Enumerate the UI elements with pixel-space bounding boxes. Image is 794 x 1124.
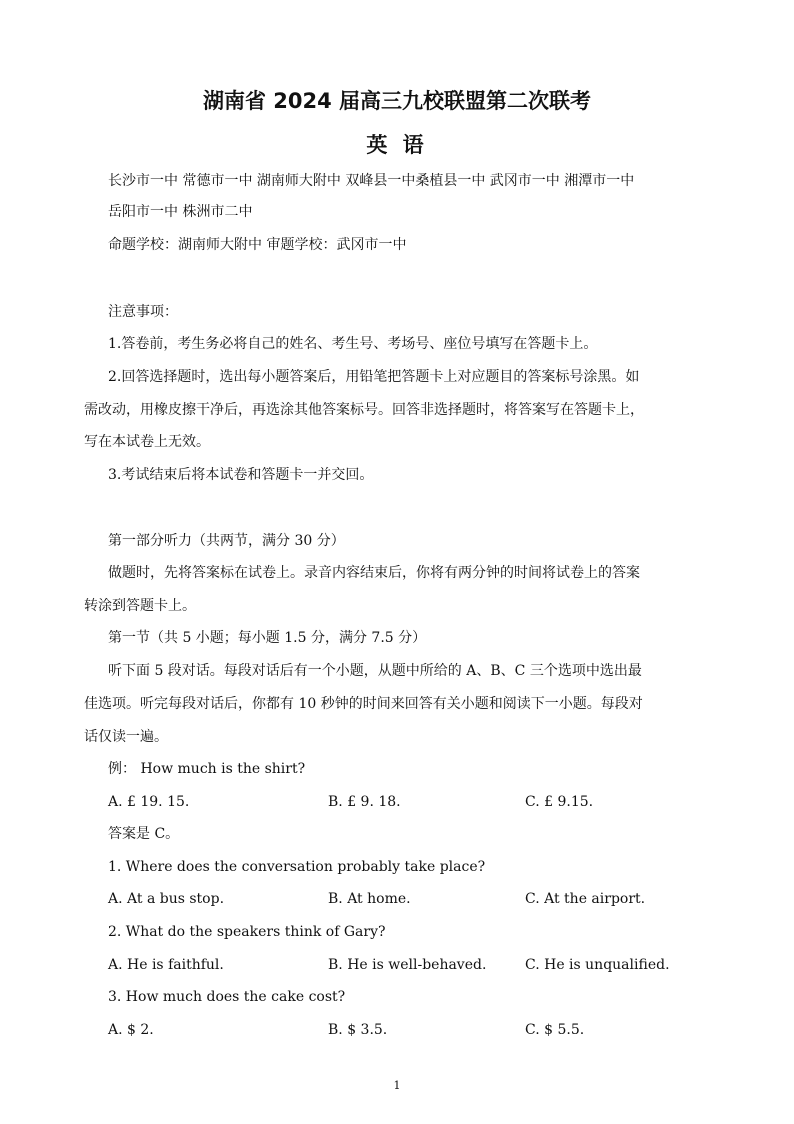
part1-heading: 第一部分听力（共两节，满分 30 分） [108, 533, 345, 549]
q1-option-a: A. At a bus stop. [108, 891, 225, 907]
notice-item-3: 3.考试结束后将本试卷和答题卡一并交回。 [108, 467, 374, 483]
example-option-c: C. £ 9.15. [525, 794, 594, 810]
q3-option-c: C. $ 5.5. [525, 1022, 585, 1038]
notice-item-2-line-1: 2.回答选择题时，选出每小题答案后，用铅笔把答题卡上对应题目的答案标号涂黑。如 [108, 369, 640, 385]
notice-item-2-line-3: 写在本试卷上无效。 [84, 434, 210, 450]
schools-line-1: 长沙市一中 常德市一中 湖南师大附中 双峰县一中桑植县一中 武冈市一中 湘潭市一中 [108, 173, 635, 189]
q3-option-b: B. $ 3.5. [328, 1022, 388, 1038]
exam-title: 湖南省 2024 届高三九校联盟第二次联考 [202, 89, 592, 113]
q3-option-a: A. $ 2. [108, 1022, 154, 1038]
question-1: 1. Where does the conversation probably take place? [108, 859, 486, 875]
section1-heading: 第一节（共 5 小题；每小题 1.5 分，满分 7.5 分） [108, 630, 427, 646]
example-answer: 答案是 C。 [108, 826, 180, 842]
question-2: 2. What do the speakers think of Gary? [108, 924, 386, 940]
notice-item-2-line-2: 需改动，用橡皮擦干净后，再选涂其他答案标号。回答非选择题时，将答案写在答题卡上， [84, 402, 644, 418]
notice-heading: 注意事项： [108, 304, 178, 320]
question-3: 3. How much does the cake cost? [108, 989, 346, 1005]
q1-option-c: C. At the airport. [525, 891, 646, 907]
page-number: 1 [393, 1079, 401, 1092]
example-question: 例： How much is the shirt? [108, 761, 306, 777]
example-option-a: A. £ 19. 15. [108, 794, 190, 810]
part1-intro-line-2: 转涂到答题卡上。 [84, 598, 196, 614]
example-option-b: B. £ 9. 18. [328, 794, 401, 810]
section1-instr-line-1: 听下面 5 段对话。每段对话后有一个小题，从题中所给的 A、B、C 三个选项中选出最 [108, 663, 642, 679]
q1-option-b: B. At home. [328, 891, 411, 907]
q2-option-c: C. He is unqualified. [525, 957, 670, 973]
q2-option-a: A. He is faithful. [108, 957, 224, 973]
q2-option-b: B. He is well-behaved. [328, 957, 487, 973]
notice-item-1: 1.答卷前，考生务必将自己的姓名、考生号、考场号、座位号填写在答题卡上。 [108, 336, 598, 352]
section1-instr-line-3: 话仅读一遍。 [84, 729, 168, 745]
subject-title: 英 语 [366, 133, 428, 157]
schools-line-2: 岳阳市一中 株洲市二中 [108, 204, 253, 220]
section1-instr-line-2: 佳选项。听完每段对话后，你都有 10 秒钟的时间来回答有关小题和阅读下一小题。每段对 [84, 696, 643, 712]
author-schools: 命题学校：湖南师大附中 审题学校：武冈市一中 [108, 237, 407, 253]
part1-intro-line-1: 做题时，先将答案标在试卷上。录音内容结束后，你将有两分钟的时间将试卷上的答案 [108, 565, 640, 581]
